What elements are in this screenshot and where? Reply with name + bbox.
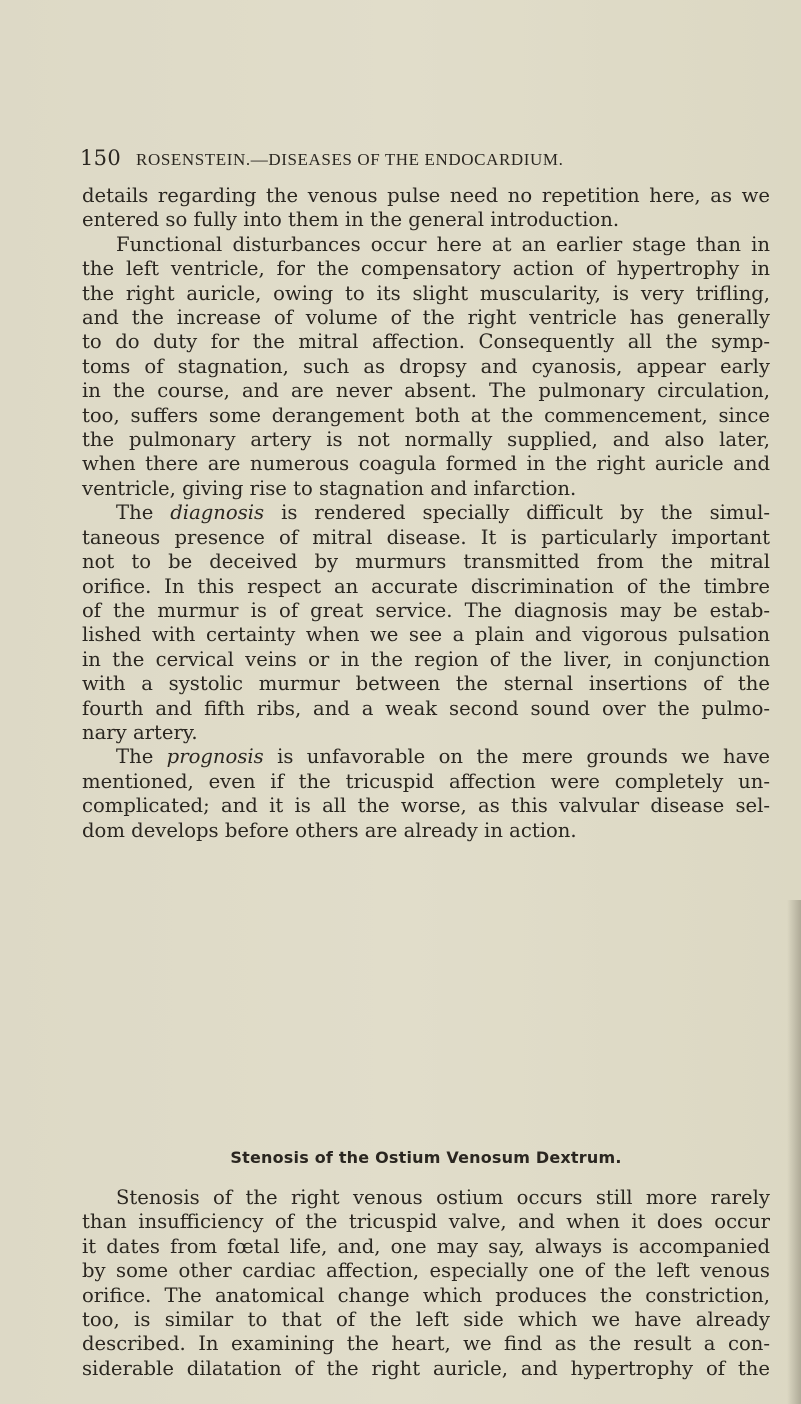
text-line: Stenosis of the right venous ostium occurs still more rarely bbox=[116, 1186, 770, 1209]
page-number: 150 bbox=[80, 146, 121, 170]
running-head bbox=[80, 146, 770, 170]
text-line: described. In examining the heart, we find as the result a con- bbox=[82, 1332, 770, 1356]
text-line: in the course, and are never absent. The pulmonary circulation, bbox=[82, 379, 770, 403]
section-heading: Stenosis of the Ostium Venosum Dextrum. bbox=[230, 1148, 622, 1167]
paragraph-stenosis bbox=[82, 1186, 770, 1381]
paragraph-diagnosis bbox=[82, 501, 770, 745]
text-line: details regarding the venous pulse need no repetition here, as we bbox=[82, 184, 770, 207]
text-line: taneous presence of mitral disease. It is particularly important bbox=[82, 525, 770, 549]
text-line: not to be deceived by murmurs transmitted from the mitral bbox=[82, 550, 770, 574]
text-line: complicated; and it is all the worse, as this valvular disease sel- bbox=[82, 794, 770, 818]
text-line: of the murmur is of great service. The diagnosis may be estab- bbox=[82, 598, 770, 622]
text-line: the right auricle, owing to its slight muscularity, is very trifling, bbox=[82, 281, 770, 305]
text-line: when there are numerous coagula formed in the right auricle and bbox=[82, 452, 770, 476]
text-line: too, is similar to that of the left side which we have already bbox=[82, 1308, 770, 1332]
text-line: with a systolic murmur between the sternal insertions of the bbox=[82, 672, 770, 696]
text-line: The diagnosis is rendered specially difficult by the simul- bbox=[116, 501, 771, 525]
body-text-upper bbox=[82, 184, 770, 843]
term-prognosis: prognosis bbox=[166, 745, 264, 769]
text-line: siderable dilatation of the right auricle, and hypertrophy of the bbox=[82, 1356, 770, 1380]
text-line: toms of stagnation, such as dropsy and cyanosis, appear early bbox=[82, 354, 770, 378]
paragraph-group-functional bbox=[82, 184, 770, 501]
text-line: nary artery. bbox=[82, 720, 198, 744]
text-line: entered so fully into them in the general introduction. bbox=[82, 208, 620, 232]
text-line: orifice. In this respect an accurate discrimination of the timbre bbox=[82, 574, 770, 598]
text-line: the pulmonary artery is not normally supplied, and also later, bbox=[82, 428, 770, 452]
text-line: too, suffers some derangement both at the commencement, since bbox=[82, 403, 770, 427]
text-line: Functional disturbances occur here at an earlier stage than in bbox=[116, 232, 770, 256]
text-line: the left ventricle, for the compensatory action of hypertrophy in bbox=[82, 257, 770, 281]
text-line: dom develops before others are already in action. bbox=[82, 818, 577, 842]
running-head-title: ROSENSTEIN.—DISEASES OF THE ENDOCARDIUM. bbox=[136, 150, 564, 169]
text-line: than insufficiency of the tricuspid valve, and when it does occur bbox=[82, 1210, 770, 1234]
text-line: to do duty for the mitral affection. Consequently all the symp- bbox=[82, 330, 770, 354]
body-text-lower bbox=[82, 1186, 770, 1381]
text-line: The prognosis is unfavorable on the mere grounds we have bbox=[116, 745, 770, 769]
term-diagnosis: diagnosis bbox=[170, 501, 265, 525]
text-line: fourth and fifth ribs, and a weak second sound over the pulmo- bbox=[82, 696, 770, 720]
paragraph-prognosis bbox=[82, 745, 770, 843]
text-line: mentioned, even if the tricuspid affection were completely un- bbox=[82, 769, 770, 793]
text-line: orifice. The anatomical change which produces the constriction, bbox=[82, 1283, 770, 1307]
text-line: and the increase of volume of the right ventricle has generally bbox=[82, 306, 770, 330]
text-line: lished with certainty when we see a plain and vigorous pulsation bbox=[82, 623, 770, 647]
text-line: ventricle, giving rise to stagnation and infarction. bbox=[82, 476, 577, 500]
text-line: it dates from fœtal life, and, one may say, always is accompanied bbox=[82, 1234, 770, 1258]
page-edge-shadow bbox=[787, 900, 801, 1404]
text-line: in the cervical veins or in the region of the liver, in conjunction bbox=[82, 647, 770, 671]
text-line: by some other cardiac affection, especially one of the left venous bbox=[82, 1259, 770, 1283]
